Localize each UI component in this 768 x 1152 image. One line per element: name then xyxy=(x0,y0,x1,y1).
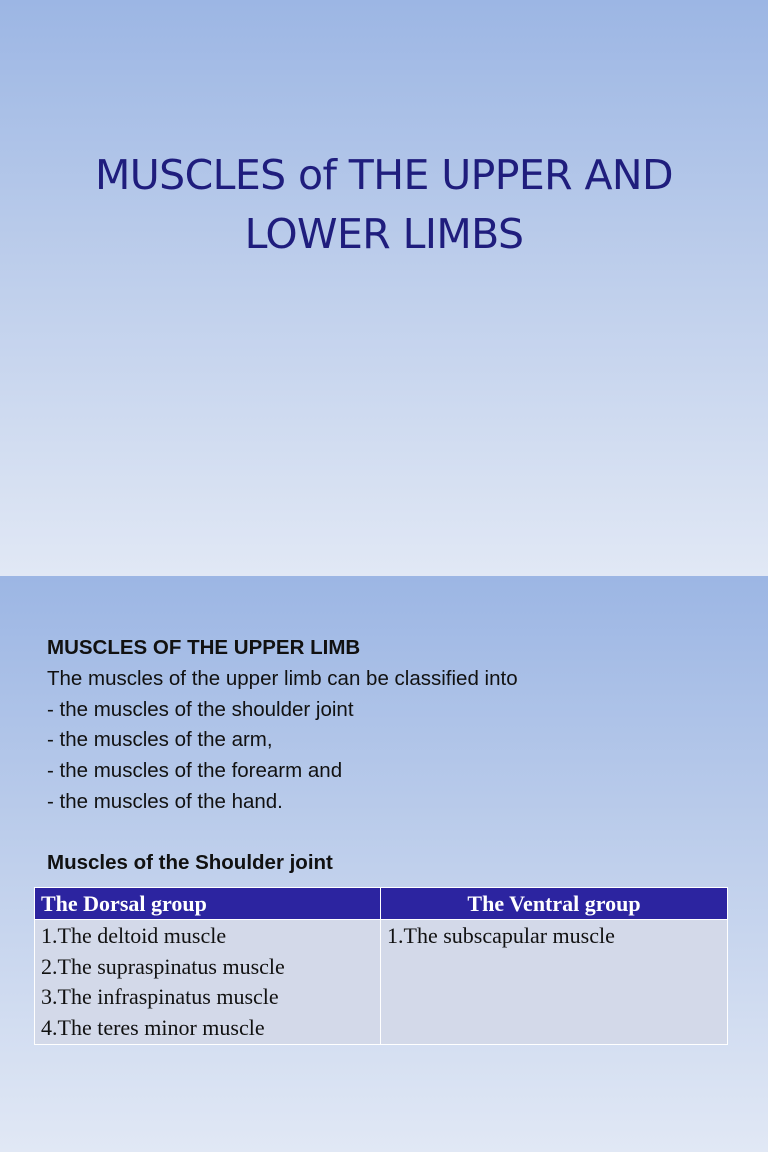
upper-limb-text-block xyxy=(47,633,727,818)
bullet-item: - the muscles of the shoulder joint xyxy=(47,697,354,721)
intro-text: The muscles of the upper limb can be classified into xyxy=(47,666,518,690)
dorsal-muscle-item: 3.The infraspinatus muscle xyxy=(41,984,279,1010)
slide-title-line-2: LOWER LIMBS xyxy=(244,210,524,258)
bullet-item: - the muscles of the hand. xyxy=(47,789,283,813)
bullet-item: - the muscles of the forearm and xyxy=(47,759,343,783)
dorsal-muscle-item: 2.The supraspinatus muscle xyxy=(41,953,285,979)
slide-title xyxy=(40,146,728,264)
table-row xyxy=(35,920,728,1045)
table-header-row xyxy=(35,888,728,920)
shoulder-joint-subheading: Muscles of the Shoulder joint xyxy=(47,851,333,874)
content-slide xyxy=(0,576,768,1152)
ventral-group-header: The Ventral group xyxy=(381,888,728,920)
dorsal-group-cell xyxy=(35,920,381,1045)
shoulder-muscle-groups-table xyxy=(34,887,728,1045)
bullet-item: - the muscles of the arm, xyxy=(47,728,273,752)
slide-title-line-1: MUSCLES of THE UPPER AND xyxy=(95,151,673,199)
ventral-group-cell xyxy=(381,920,728,1045)
dorsal-group-header: The Dorsal group xyxy=(35,888,381,920)
dorsal-muscle-item: 1.The deltoid muscle xyxy=(41,923,227,948)
ventral-muscle-item: 1.The subscapular muscle xyxy=(387,923,615,948)
section-heading: MUSCLES OF THE UPPER LIMB xyxy=(47,636,361,659)
dorsal-muscle-item: 4.The teres minor muscle xyxy=(41,1015,265,1041)
